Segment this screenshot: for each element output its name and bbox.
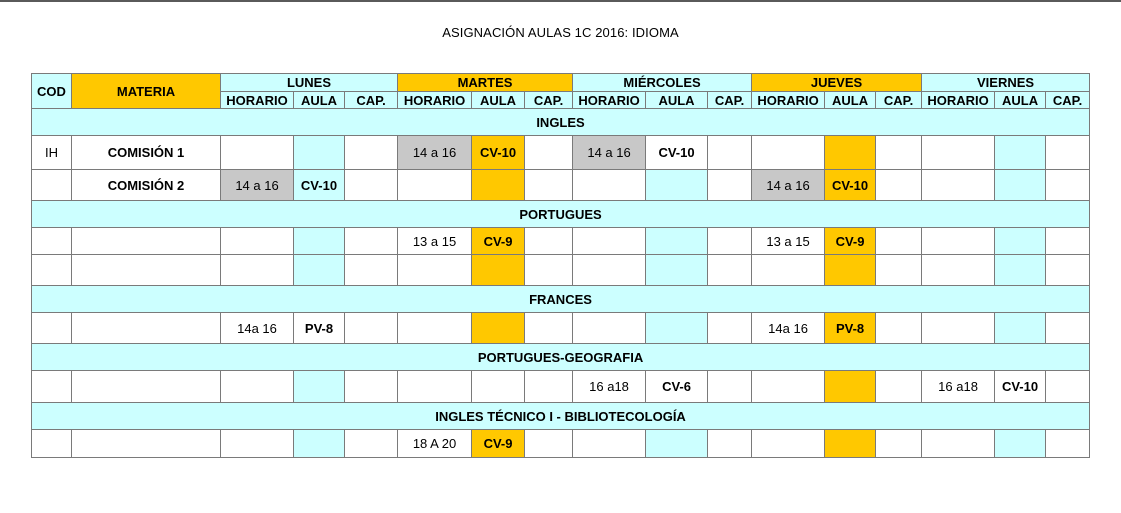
cap-cell: [1046, 136, 1090, 170]
section-row-ingles: [32, 109, 1090, 136]
cap-cell: [876, 228, 922, 255]
cap-cell: [876, 136, 922, 170]
aula-cell: [646, 170, 708, 201]
aula-cell: CV-10: [646, 136, 708, 170]
subheader-horario: HORARIO: [752, 92, 825, 109]
cap-cell: [708, 228, 752, 255]
aula-cell: PV-8: [294, 313, 345, 344]
aula-cell: CV-10: [995, 371, 1046, 403]
cap-cell: [345, 136, 398, 170]
subheader-aula: AULA: [825, 92, 876, 109]
materia-cell: [72, 228, 221, 255]
header-day-lunes: LUNES: [221, 74, 398, 92]
aula-cell: [825, 255, 876, 286]
aula-cell: [294, 136, 345, 170]
cap-cell: [345, 255, 398, 286]
subheader-cap: CAP.: [876, 92, 922, 109]
header-day-jueves: JUEVES: [752, 74, 922, 92]
horario-cell: [221, 430, 294, 458]
classroom-schedule-table: [31, 73, 1090, 458]
subheader-aula: AULA: [995, 92, 1046, 109]
horario-cell: [398, 371, 472, 403]
cap-cell: [525, 136, 573, 170]
horario-cell: [221, 136, 294, 170]
aula-cell: [825, 136, 876, 170]
table-row: [32, 430, 1090, 458]
section-row-ingles-tecnico: [32, 403, 1090, 430]
cod-cell: [32, 255, 72, 286]
aula-cell: [472, 313, 525, 344]
cap-cell: [1046, 371, 1090, 403]
cap-cell: [525, 170, 573, 201]
horario-cell: [752, 371, 825, 403]
aula-cell: [472, 170, 525, 201]
cap-cell: [876, 170, 922, 201]
cap-cell: [1046, 255, 1090, 286]
cap-cell: [708, 430, 752, 458]
aula-cell: CV-9: [472, 228, 525, 255]
cap-cell: [708, 255, 752, 286]
horario-cell: 14 a 16: [221, 170, 294, 201]
aula-cell: [294, 228, 345, 255]
horario-cell: [573, 170, 646, 201]
header-day-martes: MARTES: [398, 74, 573, 92]
subheader-horario: HORARIO: [573, 92, 646, 109]
subheader-horario: HORARIO: [398, 92, 472, 109]
cap-cell: [525, 228, 573, 255]
cap-cell: [345, 228, 398, 255]
horario-cell: 13 a 15: [398, 228, 472, 255]
aula-cell: [825, 371, 876, 403]
horario-cell: [573, 255, 646, 286]
subheader-cap: CAP.: [345, 92, 398, 109]
cap-cell: [345, 371, 398, 403]
horario-cell: 14 a 16: [573, 136, 646, 170]
aula-cell: [825, 430, 876, 458]
horario-cell: 16 a18: [573, 371, 646, 403]
table-row: [32, 136, 1090, 170]
aula-cell: [995, 255, 1046, 286]
subheader-cap: CAP.: [1046, 92, 1090, 109]
horario-cell: [752, 255, 825, 286]
horario-cell: [752, 136, 825, 170]
table-row: [32, 228, 1090, 255]
horario-cell: [922, 255, 995, 286]
horario-cell: 16 a18: [922, 371, 995, 403]
cod-cell: [32, 170, 72, 201]
horario-cell: [221, 228, 294, 255]
cap-cell: [708, 313, 752, 344]
cap-cell: [876, 255, 922, 286]
header-cod: COD: [32, 74, 72, 109]
horario-cell: 14 a 16: [398, 136, 472, 170]
aula-cell: [472, 255, 525, 286]
cap-cell: [345, 430, 398, 458]
cap-cell: [525, 371, 573, 403]
top-rule: [0, 0, 1121, 2]
aula-cell: PV-8: [825, 313, 876, 344]
aula-cell: CV-10: [472, 136, 525, 170]
cap-cell: [1046, 228, 1090, 255]
materia-cell: COMISIÓN 2: [72, 170, 221, 201]
cap-cell: [708, 371, 752, 403]
aula-cell: [995, 136, 1046, 170]
section-row-portugues: [32, 201, 1090, 228]
horario-cell: [221, 371, 294, 403]
table-row: [32, 371, 1090, 403]
aula-cell: CV-9: [472, 430, 525, 458]
cap-cell: [345, 313, 398, 344]
horario-cell: [752, 430, 825, 458]
materia-cell: [72, 255, 221, 286]
horario-cell: [922, 313, 995, 344]
section-title: INGLES TÉCNICO I - BIBLIOTECOLOGÍA: [32, 403, 1090, 430]
subheader-horario: HORARIO: [922, 92, 995, 109]
materia-cell: [72, 430, 221, 458]
cap-cell: [708, 136, 752, 170]
aula-cell: [646, 255, 708, 286]
aula-cell: [472, 371, 525, 403]
horario-cell: 18 A 20: [398, 430, 472, 458]
horario-cell: [922, 430, 995, 458]
materia-cell: [72, 371, 221, 403]
cap-cell: [1046, 430, 1090, 458]
horario-cell: 13 a 15: [752, 228, 825, 255]
aula-cell: [995, 228, 1046, 255]
aula-cell: [646, 313, 708, 344]
horario-cell: 14 a 16: [752, 170, 825, 201]
section-title: FRANCES: [32, 286, 1090, 313]
cap-cell: [876, 313, 922, 344]
aula-cell: CV-10: [294, 170, 345, 201]
cod-cell: IH: [32, 136, 72, 170]
section-title: PORTUGUES: [32, 201, 1090, 228]
cap-cell: [1046, 313, 1090, 344]
horario-cell: 14a 16: [221, 313, 294, 344]
header-day-viernes: VIERNES: [922, 74, 1090, 92]
subheader-aula: AULA: [472, 92, 525, 109]
aula-cell: CV-6: [646, 371, 708, 403]
header-day-miercoles: MIÉRCOLES: [573, 74, 752, 92]
cap-cell: [525, 313, 573, 344]
horario-cell: [922, 170, 995, 201]
aula-cell: [995, 313, 1046, 344]
aula-cell: [995, 430, 1046, 458]
aula-cell: [646, 430, 708, 458]
subheader-cap: CAP.: [708, 92, 752, 109]
header-materia: MATERIA: [72, 74, 221, 109]
cap-cell: [876, 371, 922, 403]
horario-cell: [398, 313, 472, 344]
cap-cell: [708, 170, 752, 201]
aula-cell: [294, 371, 345, 403]
horario-cell: [398, 170, 472, 201]
aula-cell: [294, 430, 345, 458]
aula-cell: [646, 228, 708, 255]
section-title: INGLES: [32, 109, 1090, 136]
table-row: [32, 255, 1090, 286]
section-row-frances: [32, 286, 1090, 313]
cod-cell: [32, 371, 72, 403]
section-title: PORTUGUES-GEOGRAFIA: [32, 344, 1090, 371]
cap-cell: [525, 430, 573, 458]
horario-cell: 14a 16: [752, 313, 825, 344]
horario-cell: [573, 430, 646, 458]
cod-cell: [32, 313, 72, 344]
aula-cell: [995, 170, 1046, 201]
cod-cell: [32, 228, 72, 255]
horario-cell: [221, 255, 294, 286]
subheader-cap: CAP.: [525, 92, 573, 109]
cap-cell: [345, 170, 398, 201]
horario-cell: [922, 136, 995, 170]
cod-cell: [32, 430, 72, 458]
subheader-horario: HORARIO: [221, 92, 294, 109]
cap-cell: [525, 255, 573, 286]
horario-cell: [573, 313, 646, 344]
table-row: [32, 170, 1090, 201]
subheader-aula: AULA: [646, 92, 708, 109]
section-row-portugues-geografia: [32, 344, 1090, 371]
aula-cell: CV-9: [825, 228, 876, 255]
page-title: ASIGNACIÓN AULAS 1C 2016: IDIOMA: [442, 25, 679, 40]
cap-cell: [876, 430, 922, 458]
aula-cell: [294, 255, 345, 286]
horario-cell: [398, 255, 472, 286]
materia-cell: COMISIÓN 1: [72, 136, 221, 170]
aula-cell: CV-10: [825, 170, 876, 201]
subheader-aula: AULA: [294, 92, 345, 109]
materia-cell: [72, 313, 221, 344]
table-row: [32, 313, 1090, 344]
horario-cell: [922, 228, 995, 255]
cap-cell: [1046, 170, 1090, 201]
horario-cell: [573, 228, 646, 255]
